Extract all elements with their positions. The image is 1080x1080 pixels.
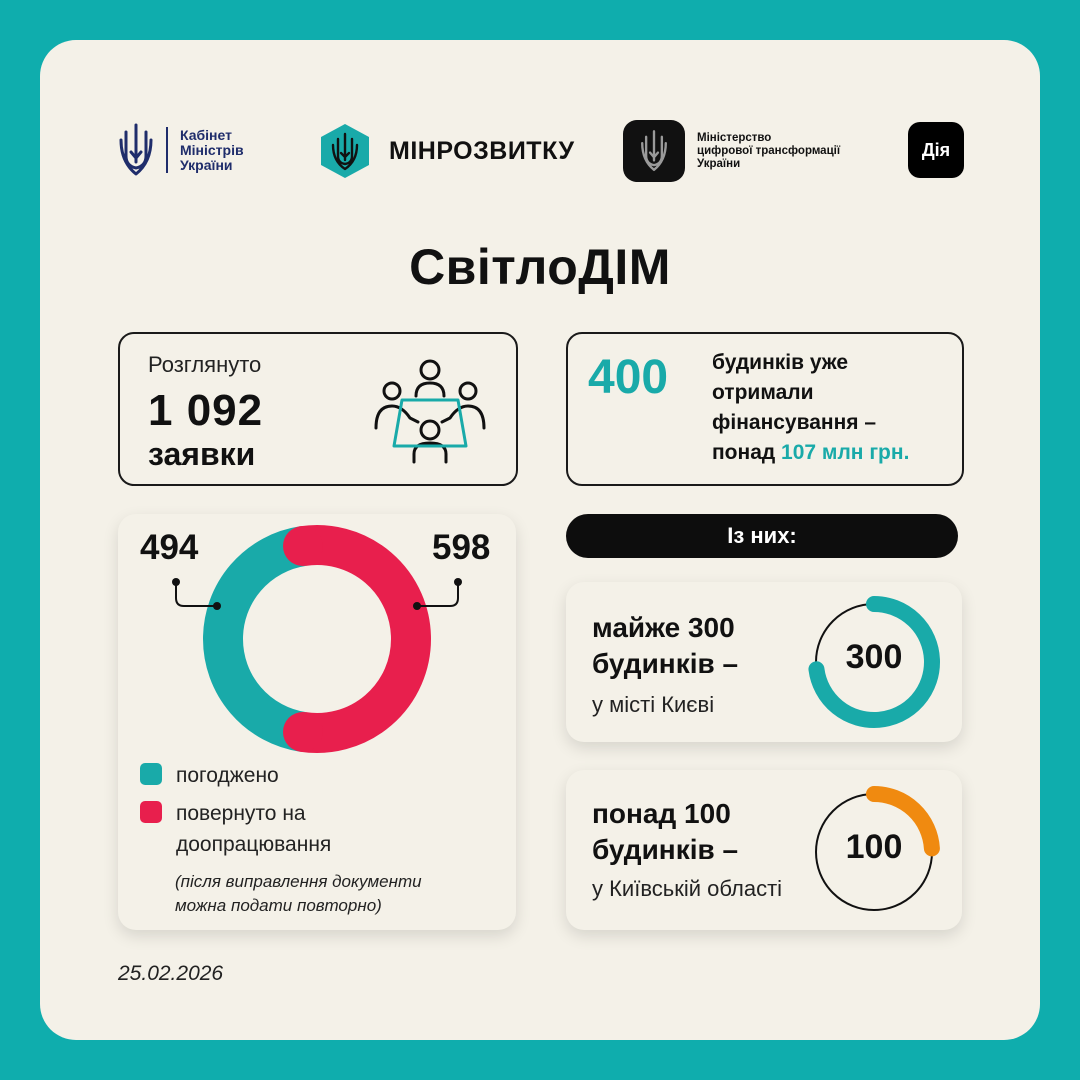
donut-slice-approved	[223, 546, 303, 732]
approved-value-label: 494	[140, 528, 199, 567]
meeting-icon	[370, 356, 490, 466]
funded-amount: 107 млн грн.	[781, 441, 910, 464]
legend-swatch-teal	[140, 763, 162, 785]
page-title: СвітлоДІМ	[409, 239, 671, 295]
funded-box	[566, 332, 964, 486]
kyiv-oblast-title: понад 100 будинків –	[592, 798, 739, 865]
kyiv-oblast-panel	[566, 770, 962, 930]
kyiv-city-title: майже 300 будинків –	[592, 612, 739, 679]
kyiv-city-sub: у місті Києві	[592, 692, 715, 717]
of-them-pill: Із них:	[566, 514, 958, 558]
legend-approved-text: погоджено	[176, 764, 279, 787]
date-label: 25.02.2026	[118, 962, 224, 985]
legend-returned	[140, 798, 331, 860]
reviewed-box	[118, 332, 518, 486]
reviewed-label: Розглянуто	[148, 352, 262, 377]
funded-number: 400	[588, 351, 669, 404]
mdt-logo	[623, 120, 840, 182]
reviewed-value: 1 092	[148, 386, 264, 435]
legend-approved	[140, 760, 279, 791]
donut-cap-2	[283, 526, 323, 566]
donut-cap-1	[283, 712, 323, 752]
leader-dot-1	[172, 578, 180, 586]
trident-hex-icon	[318, 122, 372, 180]
legend-swatch-red	[140, 801, 162, 823]
leader-dot-2	[213, 602, 221, 610]
trident-icon	[118, 122, 154, 178]
leader-dot-3	[454, 578, 462, 586]
minrozvytku-name: МІНРОЗВИТКУ	[389, 136, 575, 165]
kyiv-oblast-gauge-value: 100	[845, 828, 903, 866]
minrozvytku-logo	[318, 122, 575, 180]
returned-value-label: 598	[432, 528, 491, 567]
donut-slice-returned	[303, 545, 411, 733]
logo-divider	[166, 127, 168, 173]
reviewed-unit: заявки	[148, 436, 256, 472]
mdt-name: Міністерство цифрової трансформації України	[697, 131, 841, 170]
kyiv-city-gauge-value: 300	[845, 638, 903, 676]
cabinet-logo	[118, 122, 244, 178]
cabinet-name: Кабінет Міністрів України	[180, 126, 244, 173]
logos-row	[118, 118, 968, 188]
funded-text: будинків уже отримали фінансування – понад 107 млн грн.	[712, 351, 910, 464]
legend-returned-text: повернуто на доопрацювання	[176, 802, 332, 856]
kyiv-oblast-sub: у Київській області	[592, 876, 783, 901]
diia-logo: Дія	[908, 122, 964, 178]
trident-icon	[637, 129, 671, 173]
kyiv-city-panel	[566, 582, 962, 742]
mdt-badge	[623, 120, 685, 182]
resubmit-note: (після виправлення документи можна подати повторно)	[175, 872, 422, 915]
leader-dot-4	[413, 602, 421, 610]
